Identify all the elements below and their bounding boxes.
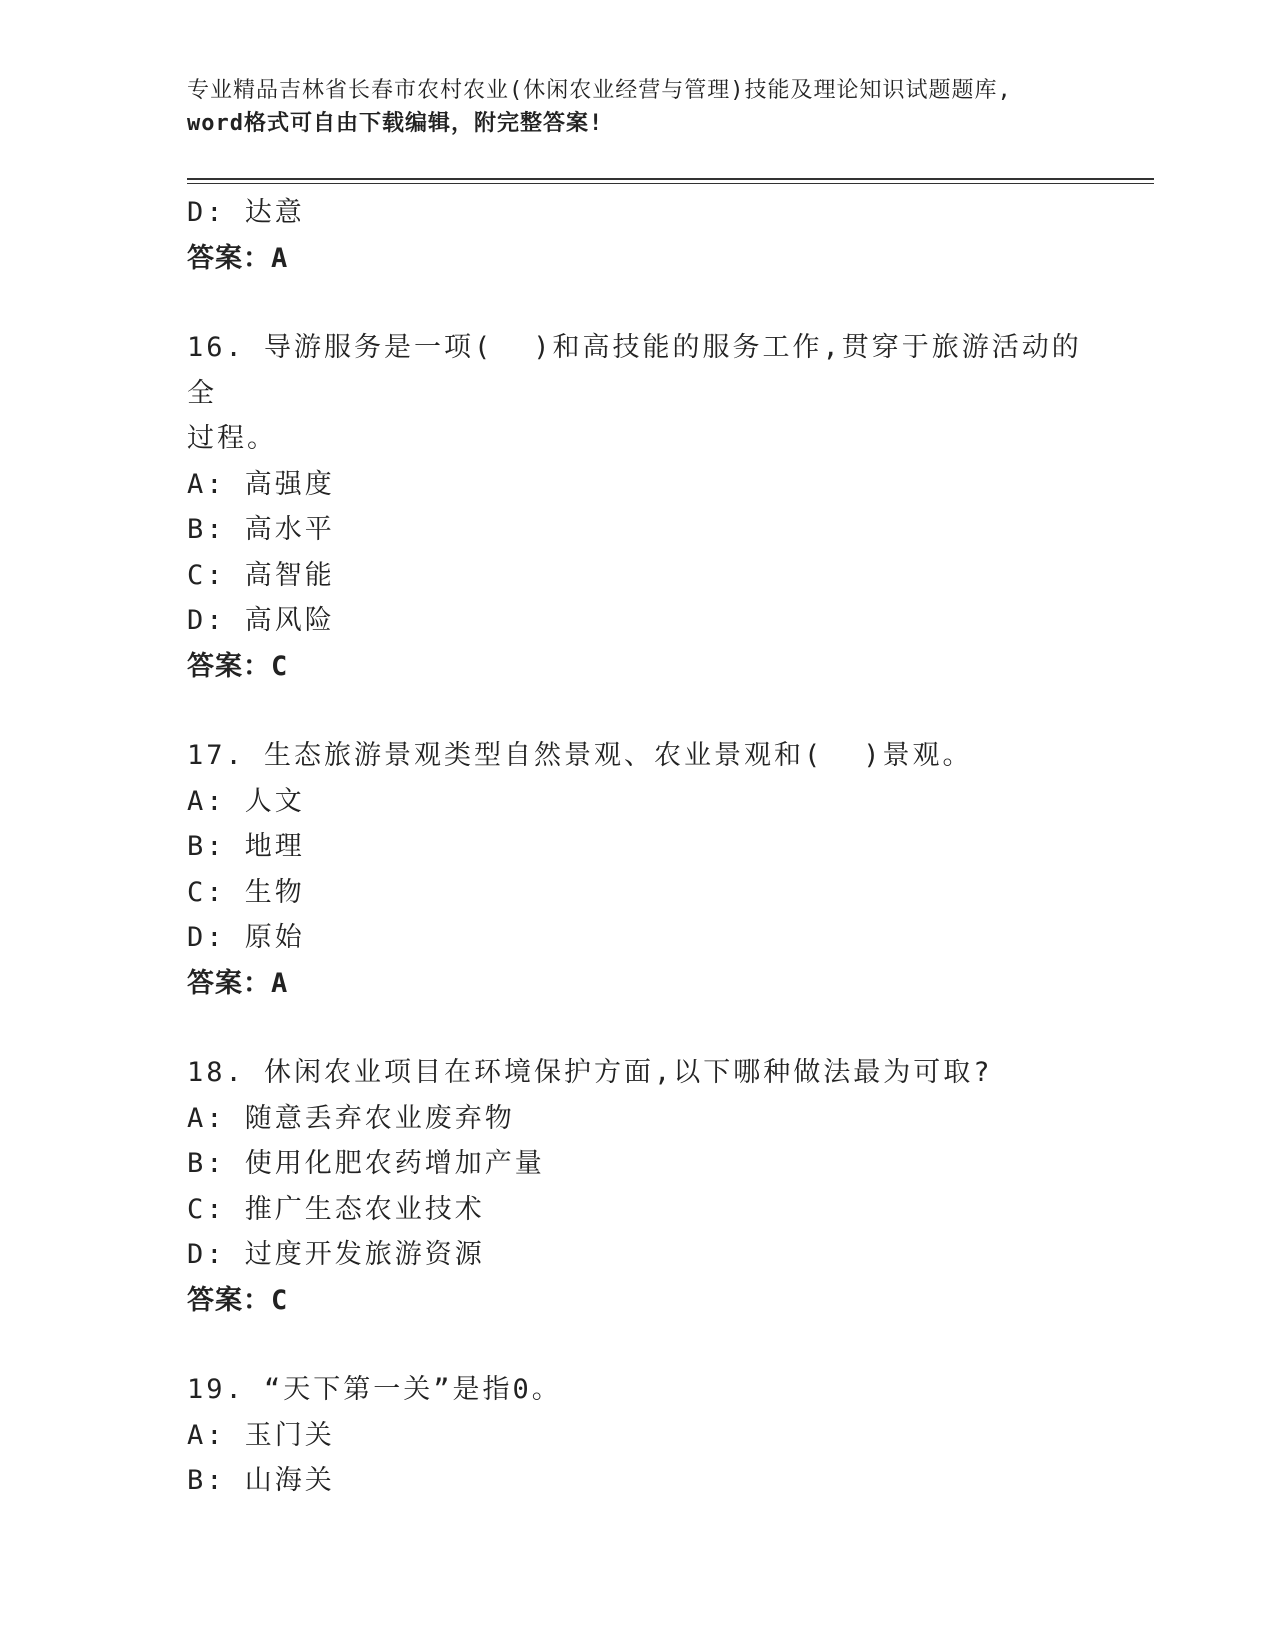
- option-b: B: 山海关: [187, 1465, 335, 1496]
- question-text-part-1: 17. 生态旅游景观类型自然景观、农业景观和(: [187, 740, 824, 771]
- option-b: B: 地理: [187, 831, 305, 862]
- document-header: [187, 74, 1087, 140]
- option-d: D: 过度开发旅游资源: [187, 1239, 485, 1270]
- question-text: [187, 325, 1087, 416]
- header-divider-thin: [187, 183, 1154, 184]
- question-text: [187, 733, 1087, 779]
- header-line-1: 专业精品吉林省长春市农村农业(休闲农业经营与管理)技能及理论知识试题题库,: [187, 78, 1012, 103]
- option-a: A: 人文: [187, 785, 305, 817]
- question-text-continued: 过程。: [187, 423, 277, 454]
- question-16: [187, 325, 1087, 689]
- question-text-part-2: )景观。: [863, 740, 973, 771]
- answer-label: 答案：A: [187, 967, 289, 999]
- option-d: D: 原始: [187, 922, 305, 953]
- question-19: [187, 1367, 1087, 1504]
- answer-label: 答案：A: [187, 242, 289, 274]
- answer-label: 答案：C: [187, 650, 289, 682]
- question-text: 19. “天下第一关”是指0。: [187, 1374, 562, 1405]
- question-18: [187, 1050, 1087, 1323]
- option-b: B: 使用化肥农药增加产量: [187, 1148, 545, 1179]
- question-list: [187, 190, 1087, 1504]
- question-text-part-1: 16. 导游服务是一项(: [187, 332, 494, 363]
- question-text: 18. 休闲农业项目在环境保护方面,以下哪种做法最为可取?: [187, 1057, 993, 1088]
- question-17: [187, 733, 1087, 1006]
- option-d: D: 高风险: [187, 605, 335, 636]
- header-divider-thick: [187, 178, 1154, 180]
- question-text-part-2: )和高技能的服务工作,贯穿于旅游活动的全: [187, 332, 1082, 409]
- option-b: B: 高水平: [187, 514, 335, 545]
- option-d: D: 达意: [187, 197, 305, 228]
- option-c: C: 高智能: [187, 559, 335, 591]
- option-a: A: 随意丢弃农业废弃物: [187, 1102, 515, 1134]
- option-c: C: 推广生态农业技术: [187, 1193, 485, 1225]
- question-15-tail: [187, 190, 1087, 281]
- header-line-2: word格式可自由下载编辑，附完整答案!: [187, 111, 604, 136]
- option-a: A: 玉门关: [187, 1419, 335, 1451]
- option-c: C: 生物: [187, 876, 305, 908]
- option-a: A: 高强度: [187, 468, 335, 500]
- answer-label: 答案：C: [187, 1284, 289, 1316]
